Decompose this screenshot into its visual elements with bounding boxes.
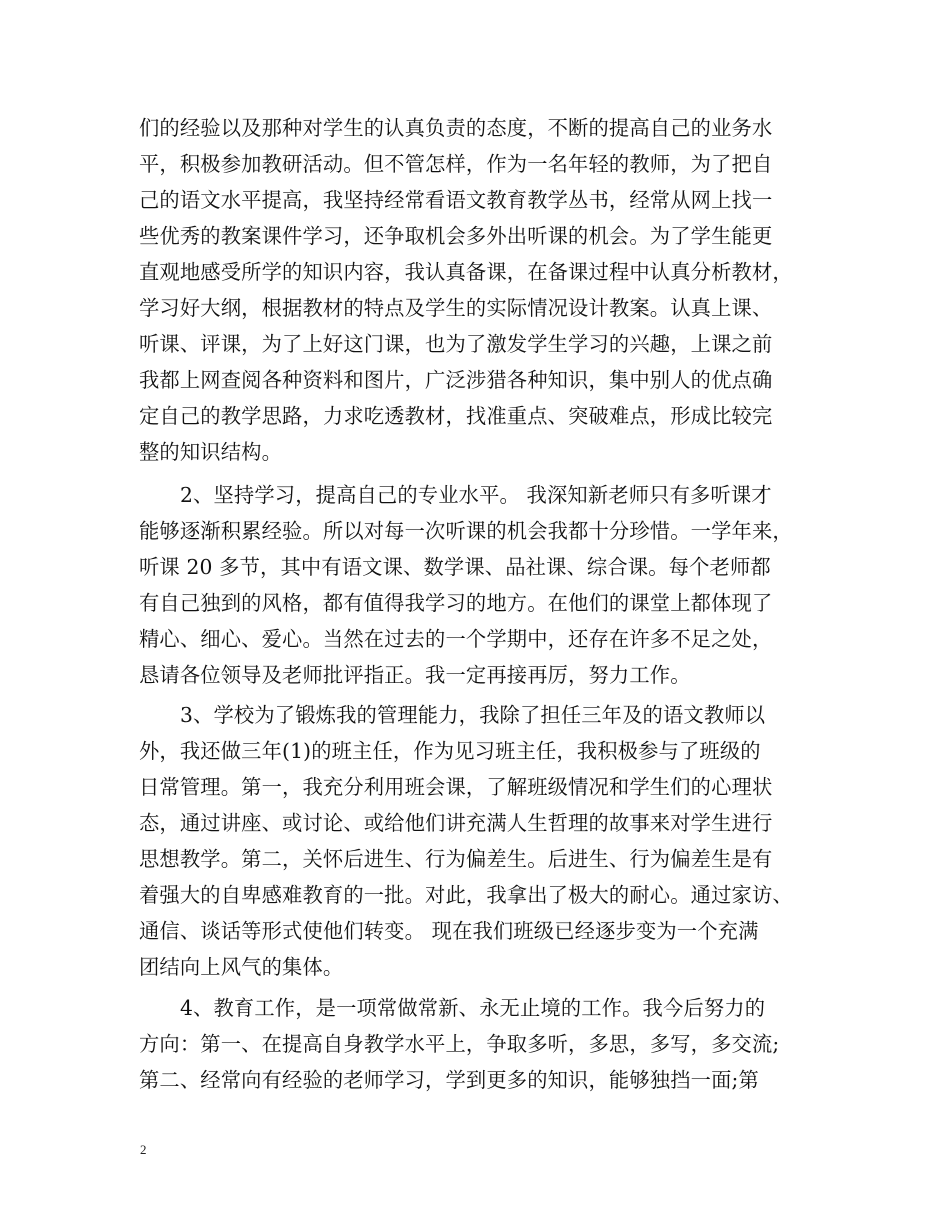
text-line: 2、坚持学习，提高自己的专业水平。 我深知新老师只有多听课才 [180,483,772,507]
text-line: 学习好大纲，根据教材的特点及学生的实际情况设计教案。认真上课、 [139,296,773,320]
text-line: 己的语文水平提高，我坚持经常看语文教育教学丛书，经常从网上找一 [139,188,773,212]
text-line: 平，积极参加教研活动。但不管怎样，作为一名年轻的教师，为了把自 [139,152,773,176]
text-line: 听课 20 多节，其中有语文课、数学课、品社课、综合课。每个老师都 [139,555,771,579]
text-line: 我都上网查阅各种资料和图片，广泛涉猎各种知识，集中别人的优点确 [139,368,773,392]
text-line: 3、学校为了锻炼我的管理能力，我除了担任三年及的语文教师以 [180,703,766,727]
paragraph-1 [139,110,819,470]
paragraph-2 [139,477,819,693]
text-line: 们的经验以及那种对学生的认真负责的态度，不断的提高自己的业务水 [139,116,773,140]
text-line: 团结向上风气的集体。 [139,955,344,979]
text-line: 定自己的教学思路，力求吃透教材，找准重点、突破难点，形成比较完 [139,404,773,428]
text-line: 些优秀的教案课件学习，还争取机会多外出听课的机会。为了学生能更 [139,224,773,248]
text-line: 恳请各位领导及老师批评指正。我一定再接再厉，努力工作。 [139,663,691,687]
page-number: 2 [140,1142,147,1157]
text-line: 听课、评课，为了上好这门课，也为了激发学生学习的兴趣，上课之前 [139,332,773,356]
paragraph-3 [139,697,819,985]
text-line: 日常管理。第一，我充分利用班会课，了解班级情况和学生们的心理状 [139,775,773,799]
text-line: 整的知识结构。 [139,440,283,464]
text-line: 第二、经常向有经验的老师学习，学到更多的知识，能够独挡一面;第 [139,1068,759,1092]
text-line: 外，我还做三年(1)的班主任，作为见习班主任，我积极参与了班级的 [139,739,761,763]
text-line: 有自己独到的风格，都有值得我学习的地方。在他们的课堂上都体现了 [139,591,773,615]
text-line: 直观地感受所学的知识内容，我认真备课，在备课过程中认真分析教材， [139,260,793,284]
text-line: 能够逐渐积累经验。所以对每一次听课的机会我都十分珍惜。一学年来， [139,519,793,543]
text-line: 精心、细心、爱心。当然在过去的一个学期中，还存在许多不足之处， [139,627,773,651]
text-line: 通信、谈话等形式使他们转变。 现在我们班级已经逐步变为一个充满 [139,919,759,943]
text-line: 4、教育工作，是一项常做常新、永无止境的工作。我今后努力的 [180,996,766,1020]
text-line: 着强大的自卑感难教育的一批。对此，我拿出了极大的耐心。通过家访、 [139,883,793,907]
text-line: 态，通过讲座、或讨论、或给他们讲充满人生哲理的故事来对学生进行 [139,811,773,835]
paragraph-4 [139,990,819,1098]
text-line: 方向：第一、在提高自身教学水平上，争取多听，多思，多写，多交流; [139,1032,780,1056]
text-line: 思想教学。第二，关怀后进生、行为偏差生。后进生、行为偏差生是有 [139,847,773,871]
